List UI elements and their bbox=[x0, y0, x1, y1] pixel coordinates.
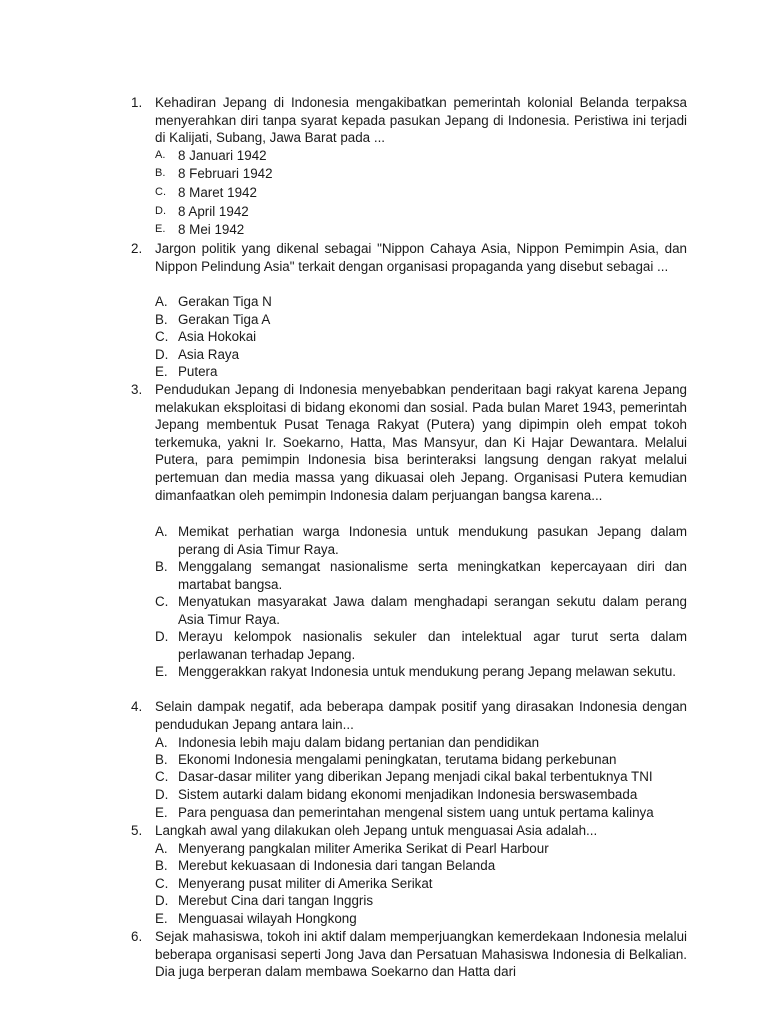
question-text: Pendudukan Jepang di Indonesia menyebabkan penderitaan bagi rakyat karena Jepang melakukan eksploitasi di bidang ekonomi dan sosial. Pada bulan Maret 1943, pemerintah Jepang membentuk Pusat Tenaga Rakyat (Putera) yang dipimpin oleh empat tokoh terkemuka, yakni Ir. Soekarno, Hatta, Mas Mansyur, dan Ki Hajar Dewantara. Melalui Putera, para pemimpin Indonesia bisa berinteraksi langsung dengan rakyat melalui pertemuan dan media massa yang dikuasai oleh Jepang. Organisasi Putera kemudian dimanfaatkan oleh pemimpin Indonesia dalam perjuangan bangsa karena... bbox=[155, 382, 687, 503]
option-text: Para penguasa dan pemerintahan mengenal sistem uang untuk pertama kalinya bbox=[178, 805, 654, 820]
option-letter: D. bbox=[155, 347, 169, 362]
option-text: Merayu kelompok nasionalis sekuler dan intelektual agar turut serta dalam perlawanan terhadap Jepang. bbox=[178, 629, 687, 662]
option-letter: B. bbox=[155, 858, 168, 873]
question-number: 6. bbox=[131, 929, 143, 944]
option-letter: B. bbox=[155, 167, 166, 179]
option-text: Asia Hokokai bbox=[178, 329, 257, 344]
option-text: 8 Mei 1942 bbox=[178, 222, 245, 237]
option-letter: B. bbox=[155, 312, 168, 327]
question-number: 2. bbox=[131, 241, 143, 256]
question-number: 5. bbox=[131, 823, 143, 838]
option-letter: A. bbox=[155, 524, 168, 539]
option-text: Indonesia lebih maju dalam bidang pertanian dan pendidikan bbox=[178, 735, 540, 750]
option-text: Sistem autarki dalam bidang ekonomi menjadikan Indonesia berswasembada bbox=[178, 787, 638, 802]
option-letter: E. bbox=[155, 664, 168, 679]
option-letter: C. bbox=[155, 186, 166, 198]
question-text: Jargon politik yang dikenal sebagai "Nippon Cahaya Asia, Nippon Pemimpin Asia, dan Nippon Pelindung Asia" terkait dengan organisasi propaganda yang disebut sebagai ... bbox=[155, 241, 687, 274]
option-text: Ekonomi Indonesia mengalami peningkatan, terutama bidang perkebunan bbox=[178, 752, 617, 767]
option-letter: A. bbox=[155, 149, 166, 161]
option-letter: E. bbox=[155, 911, 168, 926]
question-text: Langkah awal yang dilakukan oleh Jepang untuk menguasai Asia adalah... bbox=[155, 823, 598, 838]
option-text: 8 Januari 1942 bbox=[178, 148, 267, 163]
option-letter: C. bbox=[155, 594, 169, 609]
option-text: Menyerang pusat militer di Amerika Serikat bbox=[178, 876, 433, 891]
option-text: 8 Februari 1942 bbox=[178, 166, 273, 181]
option-letter: D. bbox=[155, 787, 169, 802]
option-text: Merebut kekuasaan di Indonesia dari tangan Belanda bbox=[178, 858, 496, 873]
option-letter: D. bbox=[155, 893, 169, 908]
option-letter: B. bbox=[155, 559, 168, 574]
option-letter: E. bbox=[155, 364, 168, 379]
option-letter: C. bbox=[155, 329, 169, 344]
option-text: Menyerang pangkalan militer Amerika Serikat di Pearl Harbour bbox=[178, 841, 549, 856]
option-text: 8 April 1942 bbox=[178, 204, 249, 219]
option-letter: A. bbox=[155, 735, 168, 750]
option-text: Menyatukan masyarakat Jawa dalam menghadapi serangan sekutu dalam perang Asia Timur Raya. bbox=[178, 594, 687, 627]
question-text: Kehadiran Jepang di Indonesia mengakibatkan pemerintah kolonial Belanda terpaksa menyerahkan diri tanpa syarat kepada pasukan Jepang di Indonesia. Peristiwa ini terjadi di Kalijati, Subang, Jawa Barat pada ... bbox=[155, 95, 687, 146]
option-text: 8 Maret 1942 bbox=[178, 185, 257, 200]
option-letter: E. bbox=[155, 805, 168, 820]
question-text: Selain dampak negatif, ada beberapa dampak positif yang dirasakan Indonesia dengan pendudukan Jepang antara lain... bbox=[155, 699, 687, 732]
option-letter: D. bbox=[155, 629, 169, 644]
option-text: Putera bbox=[178, 364, 218, 379]
question-number: 4. bbox=[131, 699, 143, 714]
option-text: Gerakan Tiga N bbox=[178, 294, 272, 309]
option-letter: B. bbox=[155, 752, 168, 767]
option-letter: C. bbox=[155, 876, 169, 891]
option-text: Menggalang semangat nasionalisme serta meningkatkan kepercayaan diri dan martabat bangsa. bbox=[178, 559, 687, 592]
option-text: Asia Raya bbox=[178, 347, 240, 362]
option-letter: A. bbox=[155, 294, 168, 309]
option-letter: A. bbox=[155, 841, 168, 856]
option-text: Memikat perhatian warga Indonesia untuk mendukung pasukan Jepang dalam perang di Asia Timur Raya. bbox=[178, 524, 687, 557]
question-number: 1. bbox=[131, 95, 143, 110]
option-letter: E. bbox=[155, 223, 166, 235]
option-text: Merebut Cina dari tangan Inggris bbox=[178, 893, 374, 908]
option-letter: D. bbox=[155, 205, 166, 217]
question-number: 3. bbox=[131, 382, 143, 397]
option-text: Menggerakkan rakyat Indonesia untuk mendukung perang Jepang melawan sekutu. bbox=[178, 664, 677, 679]
option-text: Dasar-dasar militer yang diberikan Jepang menjadi cikal bakal terbentuknya TNI bbox=[178, 769, 653, 784]
option-text: Menguasai wilayah Hongkong bbox=[178, 911, 357, 926]
option-text: Gerakan Tiga A bbox=[178, 312, 271, 327]
option-letter: C. bbox=[155, 769, 169, 784]
question-text: Sejak mahasiswa, tokoh ini aktif dalam memperjuangkan kemerdekaan Indonesia melalui beberapa organisasi seperti Jong Java dan Persatuan Mahasiswa Indonesia di Belkalian. Dia juga berperan dalam membawa Soekarno dan Hatta dari bbox=[155, 929, 687, 980]
